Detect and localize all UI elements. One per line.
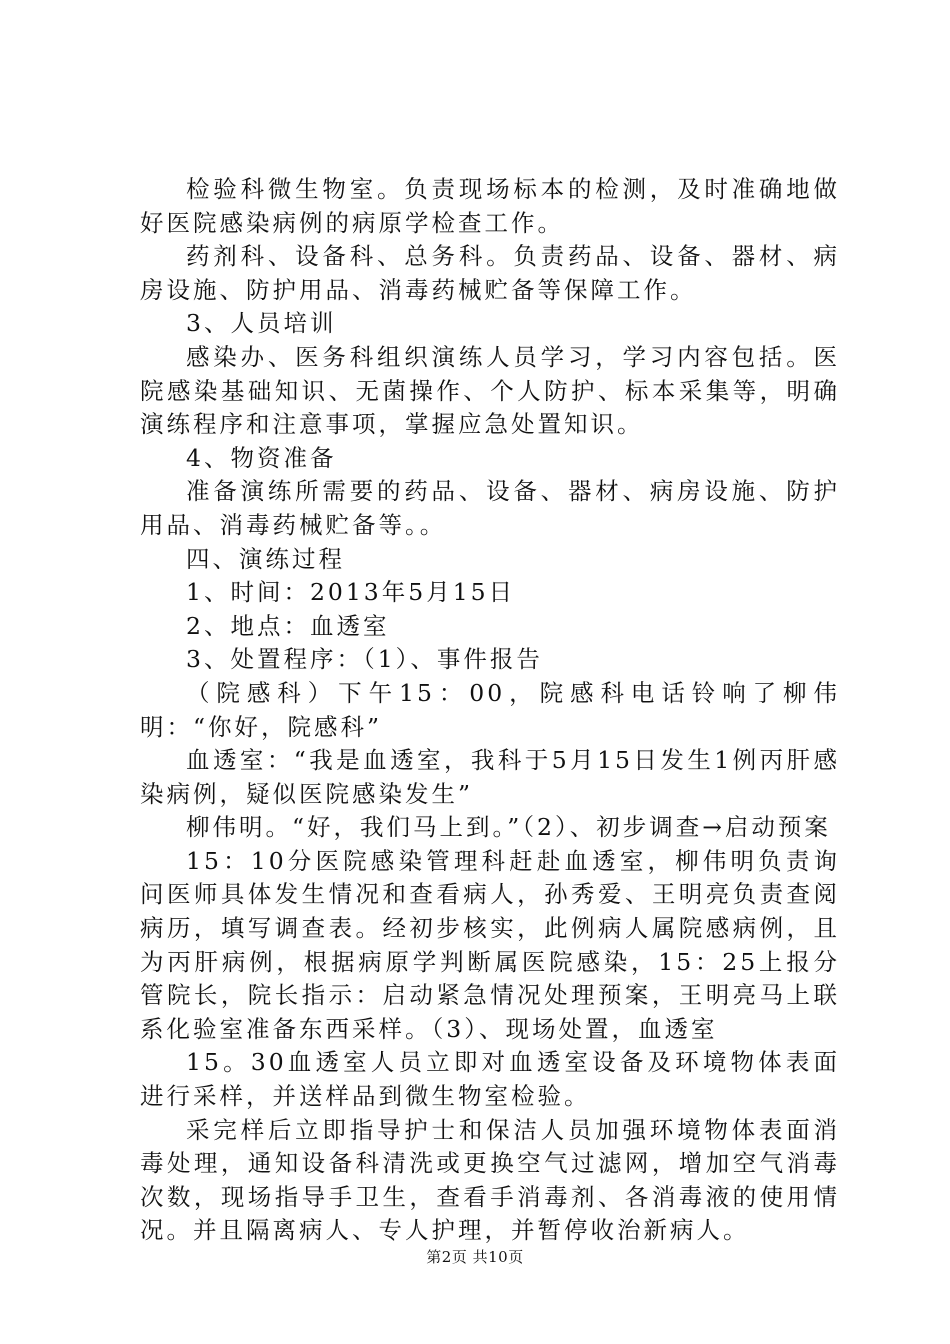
heading-staff-training: 3、人员培训 xyxy=(186,309,337,338)
paragraph-location: 2、地点：血透室 xyxy=(186,611,390,640)
paragraph-pharmacy-equipment: 药剂科、设备科、总务科。负责药品、设备、器材、病房设施、防护用品、消毒药械贮备等保障工作。 xyxy=(140,242,840,304)
paragraph-report: 血透室：“我是血透室，我科于5月15日发生1例丙肝感染病例，疑似医院感染发生” xyxy=(140,746,840,808)
paragraph-lab-microbiology: 检验科微生物室。负责现场标本的检测，及时准确地做好医院感染病例的病原学检查工作。 xyxy=(140,175,840,237)
paragraph-time: 1、时间：2013年5月15日 xyxy=(186,578,516,607)
paragraph-supplies: 准备演练所需要的药品、设备、器材、病房设施、防护用品、消毒药械贮备等。。 xyxy=(140,477,840,539)
heading-supplies: 4、物资准备 xyxy=(186,443,337,472)
page-number-footer: 第2页 共10页 xyxy=(426,1248,524,1266)
document-body xyxy=(140,173,840,1248)
heading-drill-process: 四、演练过程 xyxy=(186,544,345,573)
paragraph-phone-call: （院感科）下午15：00，院感科电话铃响了柳伟明：“你好，院感科” xyxy=(140,678,840,741)
paragraph-training-content: 感染办、医务科组织演练人员学习，学习内容包括。医院感染基础知识、无菌操作、个人防护、标本采集等，明确演练程序和注意事项，掌握应急处置知识。 xyxy=(140,342,840,439)
paragraph-response: 柳伟明。“好，我们马上到。”（2）、初步调查→启动预案 xyxy=(186,813,831,842)
paragraph-procedure: 3、处置程序：（1）、事件报告 xyxy=(186,645,543,674)
paragraph-investigation: 15：10分医院感染管理科赶赴血透室，柳伟明负责询问医师具体发生情况和查看病人，孙秀爱、王明亮负责查阅病历，填写调查表。经初步核实，此例病人属院感病例，且为丙肝病例，根据病原学判断属医院感染，15：25上报分管院长，院长指示：启动紧急情况处理预案，王明亮马上联系化验室准备东西采样。（3）、现场处置，血透室 xyxy=(140,846,840,1043)
paragraph-sampling: 15。30血透室人员立即对血透室设备及环境物体表面进行采样，并送样品到微生物室检验。 xyxy=(140,1048,840,1111)
paragraph-disinfection: 采完样后立即指导护士和保洁人员加强环境物体表面消毒处理，通知设备科清洗或更换空气过滤网，增加空气消毒次数，现场指导手卫生，查看手消毒剂、各消毒液的使用情况。并且隔离病人、专人护理，并暂停收治新病人。 xyxy=(140,1115,840,1245)
